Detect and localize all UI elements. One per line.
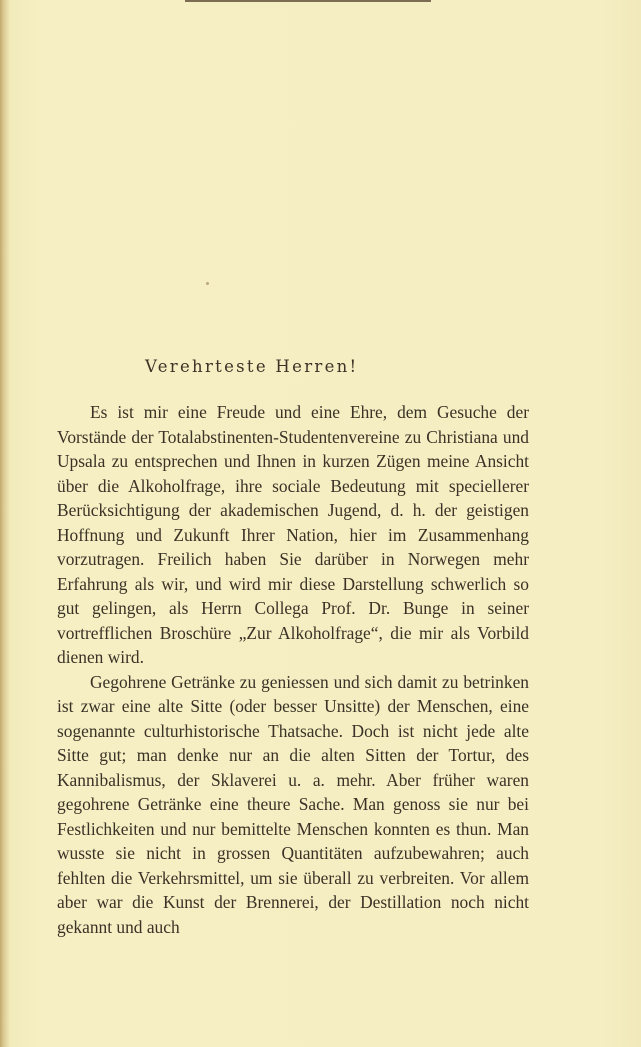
- paper-spot: [206, 282, 209, 285]
- paragraph-2: Gegohrene Getränke zu geniessen und sich damit zu betrinken ist zwar eine alte Sitte (oder besser Unsitte) der Menschen, eine sogenannte culturhistorische Thatsache. Doch ist nicht jede alte Sitte gut; man denke nur an die alten Sitten der Tortur, des Kannibalismus, der Sklaverei u. a. mehr. Aber früher waren gegohrene Getränke eine theure Sache. Man genoss sie nur bei Festlichkeiten und nur bemittelte Menschen konnten es thun. Man wusste sie nicht in grossen Quantitäten aufzubewahren; auch fehlten die Verkehrsmittel, um sie überall zu verbreiten. Vor allem aber war die Kunst der Brennerei, der Destillation noch nicht gekannt und auch: [57, 671, 529, 937]
- top-rule: [185, 0, 431, 2]
- salutation-heading: Verehrteste Herren!: [145, 357, 359, 376]
- paragraph-1: Es ist mir eine Freude und eine Ehre, dem Gesuche der Vorstände der Totalabstinenten-Studentenvereine zu Christiana und Upsala zu entsprechen und Ihnen in kurzen Zügen meine Ansicht über die Alkoholfrage, ihre sociale Bedeutung mit speciellerer Berücksichtigung der akademischen Jugend, d. h. der geistigen Hoffnung und Zukunft Ihrer Nation, hier im Zusammenhang vorzutragen. Freilich haben Sie darüber in Norwegen mehr Erfahrung als wir, und wird mir diese Darstellung schwerlich so gut gelingen, als Herrn Collega Prof. Dr. Bunge in seiner vortrefflichen Broschüre „Zur Alkoholfrage“, die mir als Vorbild dienen wird.: [57, 402, 529, 667]
- page-binding-edge: [0, 0, 10, 1047]
- body-text: [57, 400, 529, 939]
